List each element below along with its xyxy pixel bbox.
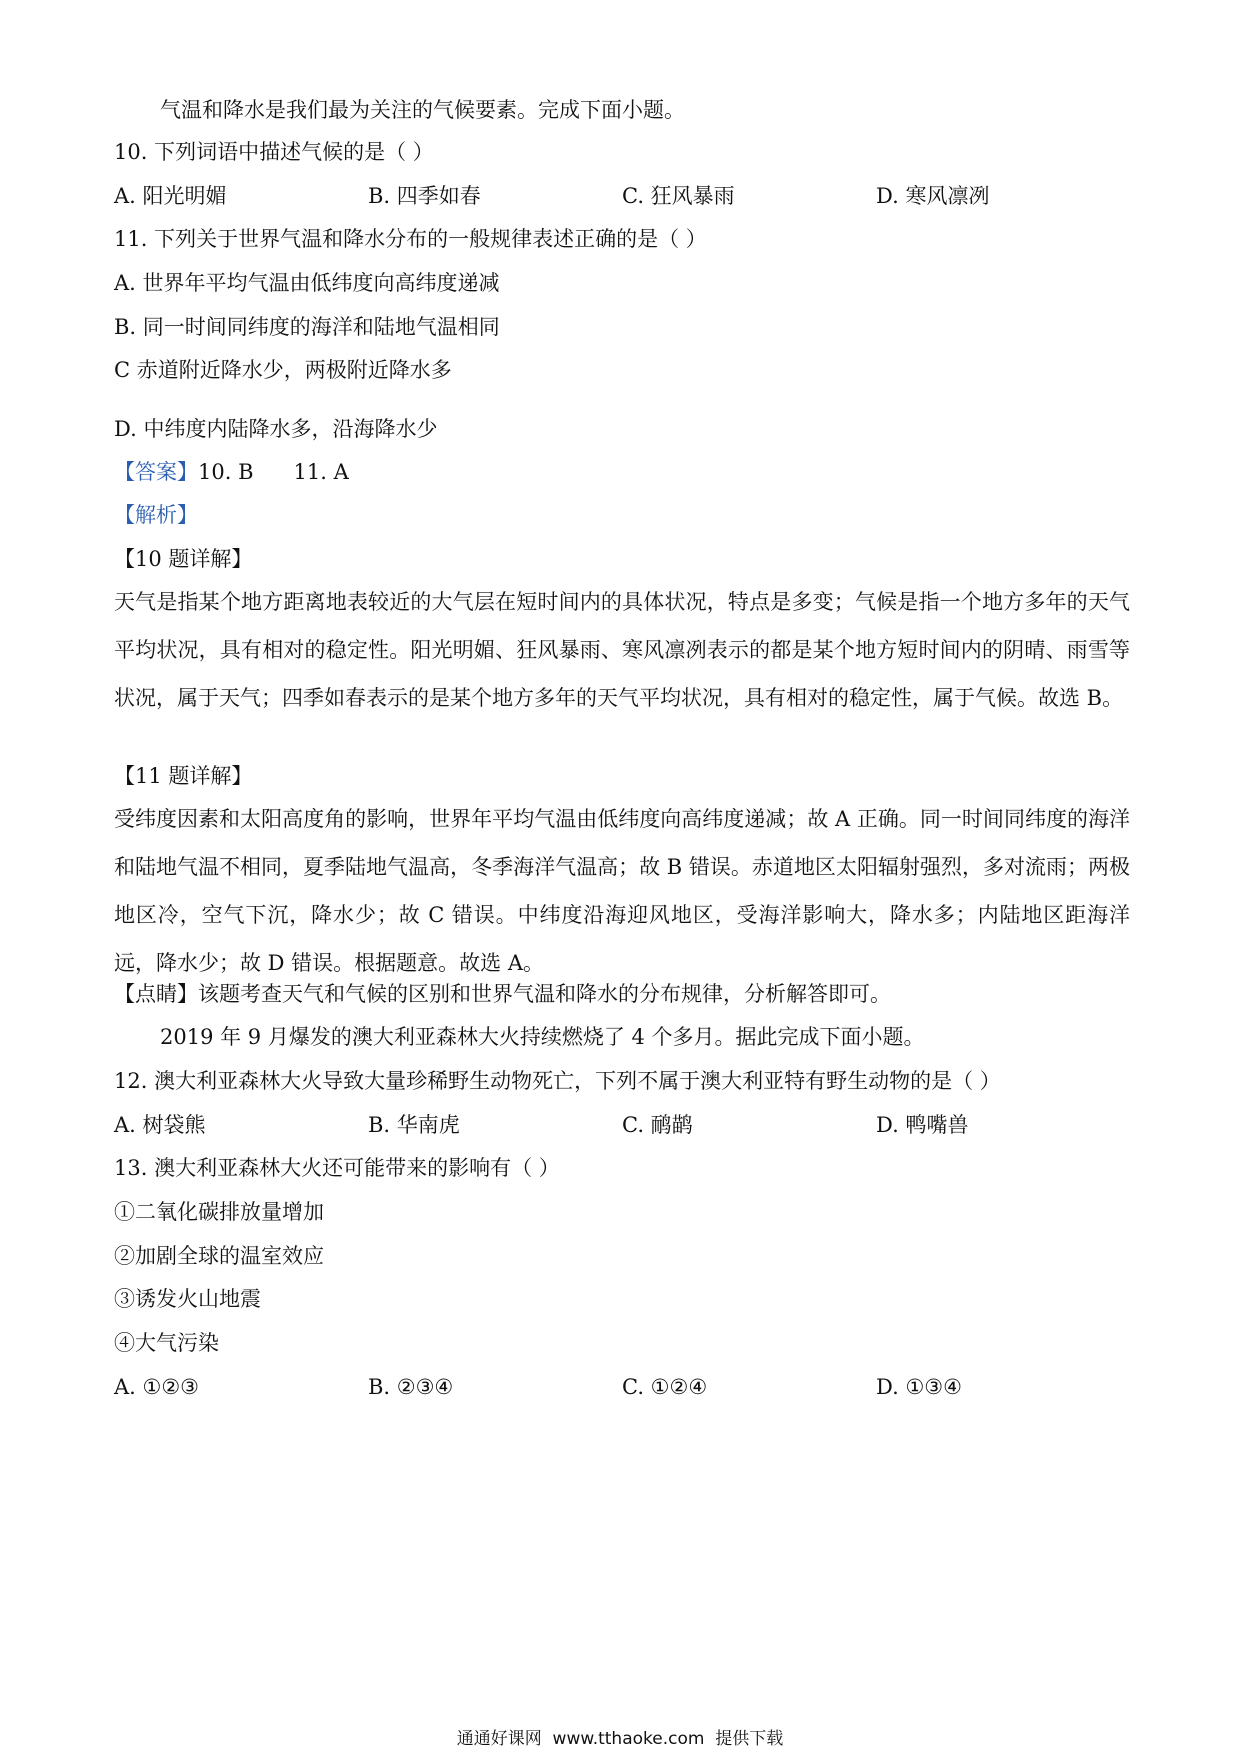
answer-label: 【答案】 bbox=[114, 460, 198, 484]
intro-text-1: 气温和降水是我们最为关注的气候要素。完成下面小题。 bbox=[160, 98, 685, 122]
q12-option-d: D. 鸭嘴兽 bbox=[876, 1113, 969, 1137]
question-11-stem: 11. 下列关于世界气温和降水分布的一般规律表述正确的是（ ） bbox=[114, 227, 707, 251]
detail-10-text: 天气是指某个地方距离地表较近的大气层在短时间内的具体状况，特点是多变；气候是指一个地方多年的天气平均状况，具有相对的稳定性。阳光明媚、狂风暴雨、寒风凛冽表示的都是某个地方短时间内的阴晴、雨雪等状况，属于天气；四季如春表示的是某个地方多年的天气平均状况，具有相对的稳定性，属于气候。故选 B。 bbox=[114, 590, 1130, 710]
q10-option-d: D. 寒风凛冽 bbox=[876, 184, 990, 208]
q13-item-2: ②加剧全球的温室效应 bbox=[114, 1244, 324, 1268]
answer-text: 10. B 11. A bbox=[198, 460, 349, 484]
q12-option-b: B. 华南虎 bbox=[368, 1113, 460, 1137]
q12-option-c: C. 鸸鹋 bbox=[622, 1113, 693, 1137]
detail-10-heading: 【10 题详解】 bbox=[114, 547, 253, 571]
answer-line bbox=[114, 458, 1130, 486]
q11-option-d: D. 中纬度内陆降水多，沿海降水少 bbox=[114, 417, 438, 441]
q12-option-a: A. 树袋熊 bbox=[114, 1113, 206, 1137]
comment-text: 【点睛】该题考查天气和气候的区别和世界气温和降水的分布规律，分析解答即可。 bbox=[114, 982, 891, 1006]
detail-11-text: 受纬度因素和太阳高度角的影响，世界年平均气温由低纬度向高纬度递减；故 A 正确。同一时间同纬度的海洋和陆地气温不相同，夏季陆地气温高，冬季海洋气温高；故 B 错误。赤道地区太阳辐射强烈，多对流雨；两极地区冷，空气下沉，降水少；故 C 错误。中纬度沿海迎风地区，受海洋影响大，降水多；内陆地区距海洋远，降水少；故 D 错误。根据题意。故选 A。 bbox=[114, 807, 1130, 975]
question-13-stem: 13. 澳大利亚森林大火还可能带来的影响有（ ） bbox=[114, 1156, 560, 1180]
q13-option-c: C. ①②④ bbox=[622, 1375, 708, 1399]
q10-option-b: B. 四季如春 bbox=[368, 184, 481, 208]
q13-item-1: ①二氧化碳排放量增加 bbox=[114, 1200, 324, 1224]
detail-11-heading: 【11 题详解】 bbox=[114, 764, 253, 788]
question-12-stem: 12. 澳大利亚森林大火导致大量珍稀野生动物死亡，下列不属于澳大利亚特有野生动物的是（ ） bbox=[114, 1069, 1001, 1093]
intro-text-2: 2019 年 9 月爆发的澳大利亚森林大火持续燃烧了 4 个多月。据此完成下面小题。 bbox=[160, 1025, 925, 1049]
q11-option-b: B. 同一时间同纬度的海洋和陆地气温相同 bbox=[114, 315, 500, 339]
page-footer: 通通好课网 www.tthaoke.com 提供下载 bbox=[456, 1729, 784, 1749]
q10-option-a: A. 阳光明媚 bbox=[114, 184, 227, 208]
q13-item-3: ③诱发火山地震 bbox=[114, 1287, 261, 1311]
question-10-stem: 10. 下列词语中描述气候的是（ ） bbox=[114, 140, 434, 164]
q10-option-c: C. 狂风暴雨 bbox=[622, 184, 735, 208]
q13-option-d: D. ①③④ bbox=[876, 1375, 962, 1399]
q13-option-a: A. ①②③ bbox=[114, 1375, 199, 1399]
q11-option-a: A. 世界年平均气温由低纬度向高纬度递减 bbox=[114, 271, 500, 295]
q11-option-c: C 赤道附近降水少，两极附近降水多 bbox=[114, 358, 452, 382]
q13-item-4: ④大气污染 bbox=[114, 1331, 219, 1355]
q13-option-b: B. ②③④ bbox=[368, 1375, 454, 1399]
analysis-label: 【解析】 bbox=[114, 503, 198, 527]
